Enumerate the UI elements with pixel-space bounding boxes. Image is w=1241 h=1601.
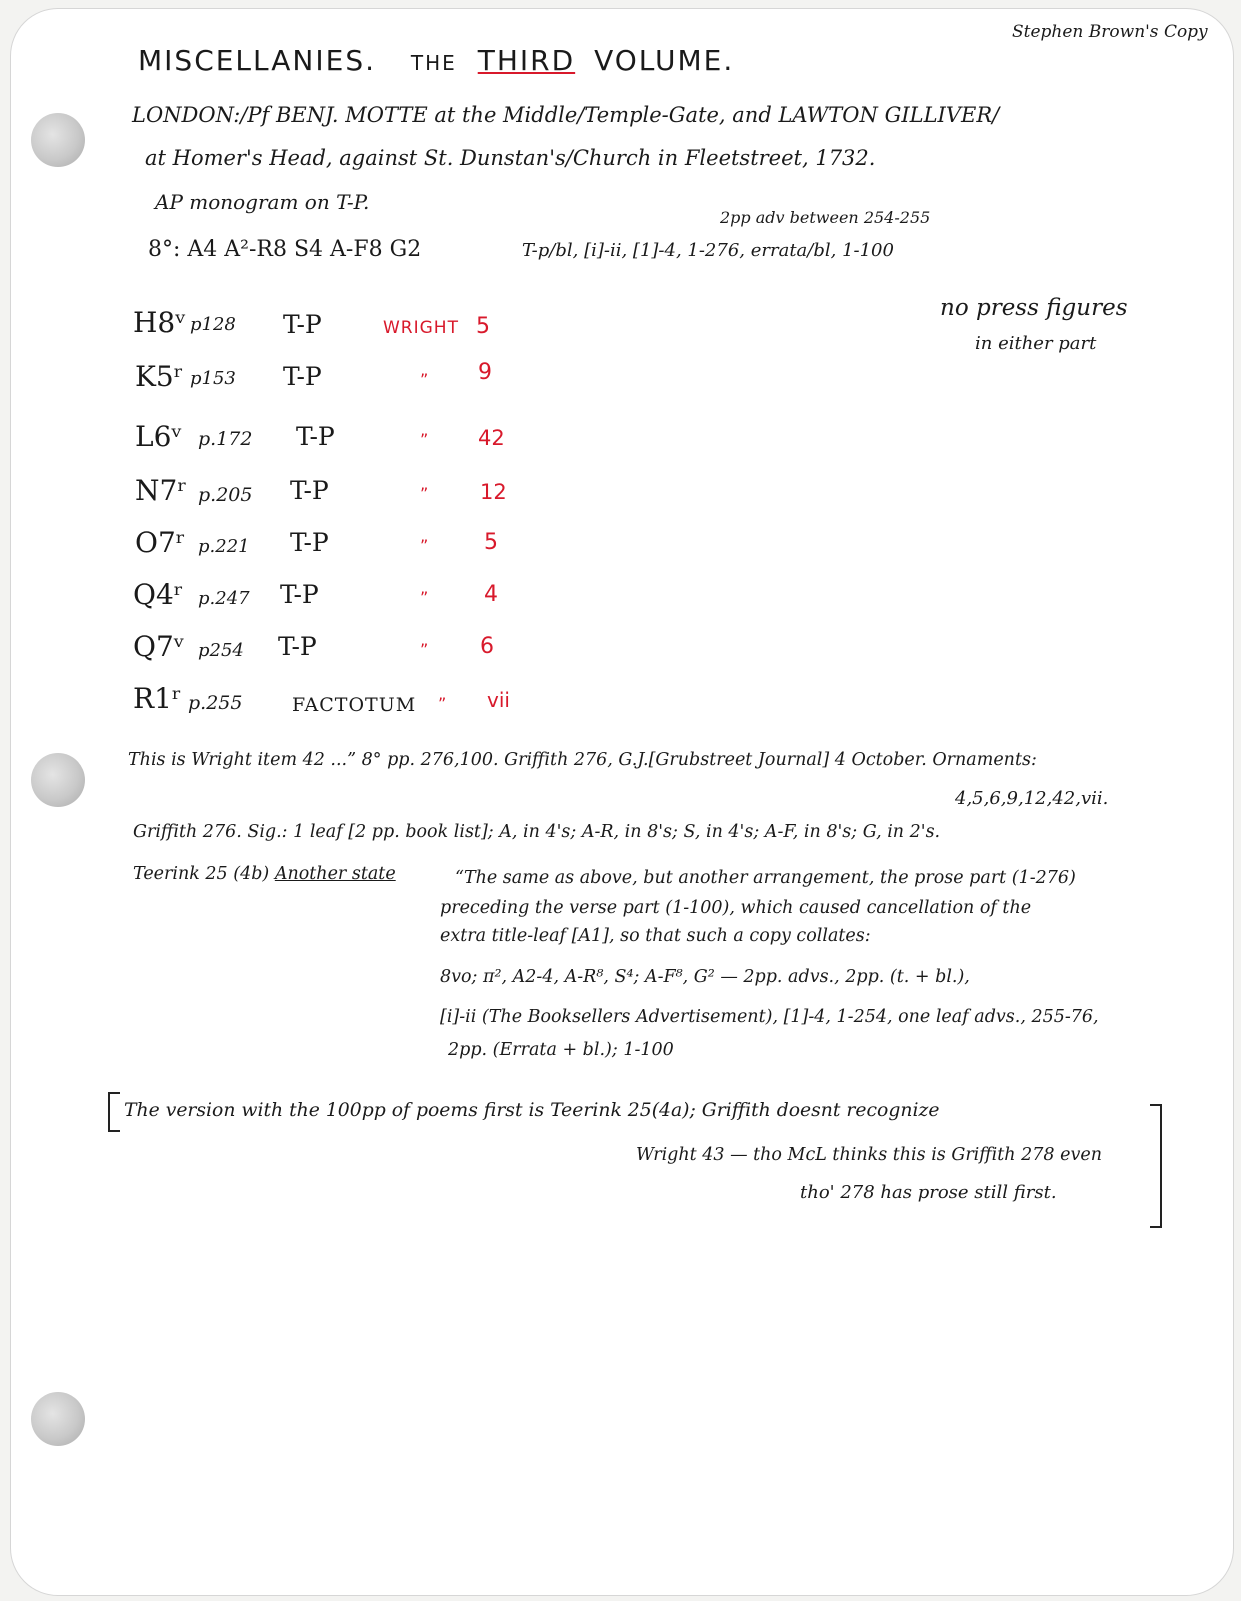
teerink-note-line-6: 2pp. (Errata + bl.); 1-100 bbox=[448, 1040, 674, 1060]
ornament-signature: K5ʳ bbox=[135, 360, 184, 393]
ornament-location: T-P bbox=[280, 580, 319, 609]
ornament-number: 6 bbox=[480, 634, 494, 659]
ornament-page: p.255 bbox=[188, 692, 243, 714]
ornament-page: p.172 bbox=[198, 428, 253, 450]
ornament-number: 4 bbox=[484, 582, 498, 607]
monogram-note: AP monogram on T-P. bbox=[155, 190, 370, 214]
title-the: THE bbox=[410, 51, 457, 75]
teerink-state: Another state bbox=[274, 864, 396, 884]
press-figures-note-2: in either part bbox=[975, 333, 1097, 354]
ornament-location: T-P bbox=[296, 422, 335, 451]
imprint-line-2: at Homer's Head, against St. Dunstan's/Church in Fleetstreet, 1732. bbox=[145, 146, 876, 170]
ornament-page: p128 bbox=[190, 314, 236, 335]
ornament-location: T-P bbox=[290, 528, 329, 557]
page-title bbox=[138, 44, 734, 77]
ornament-page: p.205 bbox=[198, 484, 253, 506]
title-main: MISCELLANIES. bbox=[138, 44, 376, 77]
ornament-page: p.221 bbox=[198, 536, 250, 557]
bracket-note-line-3: tho' 278 has prose still first. bbox=[800, 1182, 1057, 1203]
ornament-number: 42 bbox=[478, 426, 505, 450]
title-volume: VOLUME. bbox=[594, 44, 735, 77]
ornament-location: T-P bbox=[290, 476, 329, 505]
ornament-number: vii bbox=[487, 688, 510, 712]
binder-hole-bottom bbox=[31, 1392, 85, 1446]
bracket-right bbox=[1150, 1104, 1162, 1228]
owner-note: Stephen Brown's Copy bbox=[1012, 22, 1208, 42]
ornament-signature: N7ʳ bbox=[135, 474, 188, 507]
griffith-note: Griffith 276. Sig.: 1 leaf [2 pp. book list]; A, in 4's; A-R, in 8's; S, in 4's; A-F, in 8's; G, in 2's. bbox=[133, 822, 941, 842]
ornament-label: ” bbox=[420, 588, 429, 607]
ornament-number: 5 bbox=[476, 314, 490, 339]
ornament-location: T-P bbox=[283, 362, 322, 391]
bracket-left bbox=[108, 1092, 120, 1132]
ornament-label: ” bbox=[420, 370, 429, 389]
teerink-label bbox=[133, 864, 396, 884]
ornament-label: WRIGHT bbox=[383, 318, 459, 338]
ornament-signature: O7ʳ bbox=[135, 526, 186, 559]
ornament-location: FACTOTUM bbox=[292, 694, 417, 716]
bracket-note-line-1: The version with the 100pp of poems first is Teerink 25(4a); Griffith doesnt recognize bbox=[124, 1100, 940, 1121]
ornament-number: 9 bbox=[478, 360, 492, 385]
binder-hole-top bbox=[31, 113, 85, 167]
ornament-number: 12 bbox=[480, 480, 507, 504]
teerink-note-line-2: preceding the verse part (1-100), which caused cancellation of the bbox=[440, 898, 1032, 918]
wright-note-line-1: This is Wright item 42 ...” 8° pp. 276,100. Griffith 276, G.J.[Grubstreet Journal] 4 October. Ornaments: bbox=[128, 750, 1037, 770]
teerink-note-line-1: “The same as above, but another arrangement, the prose part (1-276) bbox=[455, 868, 1076, 888]
binder-hole-middle bbox=[31, 753, 85, 807]
ornament-location: T-P bbox=[283, 310, 322, 339]
ornament-signature: H8ᵛ bbox=[133, 306, 186, 339]
ornament-page: p.247 bbox=[198, 588, 250, 609]
ornament-page: p254 bbox=[198, 640, 244, 661]
ornament-label: ” bbox=[420, 430, 429, 449]
ornament-location: T-P bbox=[278, 632, 317, 661]
ornament-signature: Q7ᵛ bbox=[133, 630, 185, 663]
teerink-note-line-5: [i]-ii (The Booksellers Advertisement), [1]-4, 1-254, one leaf advs., 255-76, bbox=[440, 1007, 1099, 1027]
ornament-label: ” bbox=[420, 484, 429, 503]
ornament-label: ” bbox=[438, 694, 447, 713]
ornament-number: 5 bbox=[484, 530, 498, 555]
ornament-signature: L6ᵛ bbox=[135, 420, 182, 453]
press-figures-note: no press figures bbox=[940, 295, 1128, 321]
ornament-label: ” bbox=[420, 640, 429, 659]
ornament-page: p153 bbox=[190, 368, 236, 389]
imprint-line-1: LONDON:/Pf BENJ. MOTTE at the Middle/Temple-Gate, and LAWTON GILLIVER/ bbox=[132, 103, 1000, 127]
teerink-reference: Teerink 25 (4b) bbox=[133, 864, 270, 884]
pagination-formula: T-p/bl, [i]-ii, [1]-4, 1-276, errata/bl, 1-100 bbox=[522, 240, 894, 261]
ornament-signature: R1ʳ bbox=[133, 682, 182, 715]
ornament-signature: Q4ʳ bbox=[133, 578, 184, 611]
advertisement-note: 2pp adv between 254-255 bbox=[720, 208, 931, 227]
collation-formula: 8°: A4 A²-R8 S4 A-F8 G2 bbox=[148, 237, 422, 262]
ornament-label: ” bbox=[420, 536, 429, 555]
title-third: THIRD bbox=[477, 44, 576, 77]
wright-note-line-2: 4,5,6,9,12,42,vii. bbox=[955, 788, 1109, 809]
teerink-note-line-3: extra title-leaf [A1], so that such a copy collates: bbox=[440, 926, 871, 946]
teerink-note-line-4: 8vo; π², A2-4, A-R⁸, S⁴; A-F⁸, G² — 2pp. advs., 2pp. (t. + bl.), bbox=[440, 967, 970, 987]
bracket-note-line-2: Wright 43 — tho McL thinks this is Griffith 278 even bbox=[636, 1145, 1102, 1165]
